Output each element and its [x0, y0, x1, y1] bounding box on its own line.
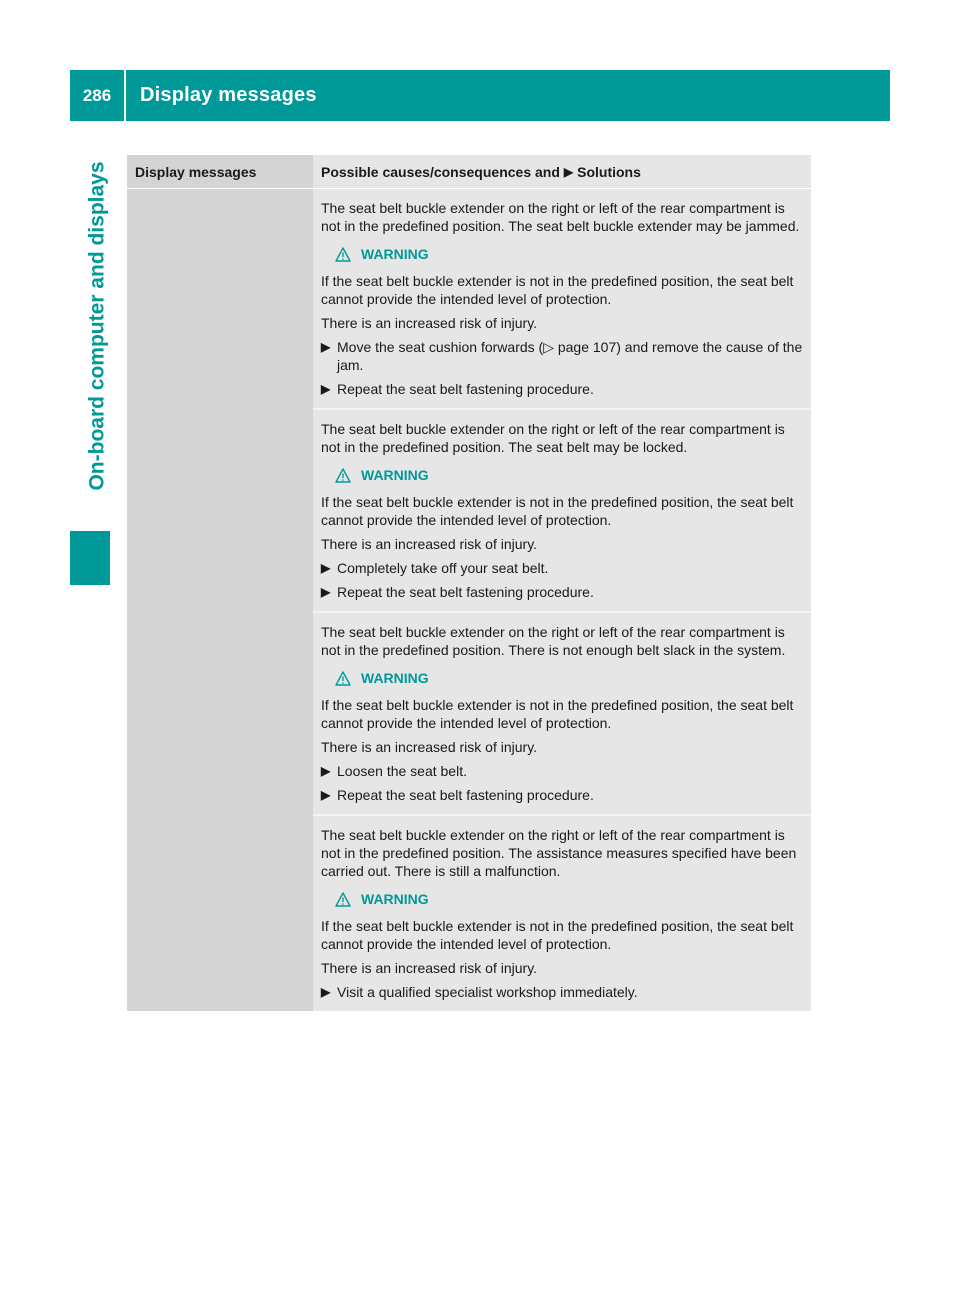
message-section — [313, 613, 811, 816]
message-section — [313, 189, 811, 410]
warning-label: WARNING — [361, 891, 429, 907]
solution-step-text: Visit a qualified specialist workshop immediately. — [337, 984, 638, 1000]
right-arrow-bullet-icon: ▶ — [321, 382, 331, 396]
warning-text: If the seat belt buckle extender is not in the predefined position, the seat belt cannot provide the intended level of protection. — [321, 273, 794, 307]
solution-step-text: Repeat the seat belt fastening procedure. — [337, 381, 594, 397]
page-title: Display messages — [140, 84, 317, 106]
display-message-cell — [127, 189, 313, 1011]
right-arrow-bullet-icon: ▶ — [321, 561, 331, 575]
warning-triangle-icon — [335, 247, 351, 262]
message-section — [313, 816, 811, 1011]
solution-step-text: Repeat the seat belt fastening procedure. — [337, 787, 594, 803]
message-section — [313, 410, 811, 613]
page-header — [70, 70, 890, 121]
solution-step — [321, 983, 803, 1001]
solution-step-text: Repeat the seat belt fastening procedure. — [337, 584, 594, 600]
risk-text: There is an increased risk of injury. — [321, 739, 538, 755]
risk-text: There is an increased risk of injury. — [321, 960, 538, 976]
cause-text: The seat belt buckle extender on the right or left of the rear compartment is not in the predefined position. The seat belt buckle extender may be jammed. — [321, 200, 800, 234]
cause-text: The seat belt buckle extender on the right or left of the rear compartment is not in the predefined position. The seat belt may be locked. — [321, 421, 785, 455]
solution-step-text: Loosen the seat belt. — [337, 763, 467, 779]
side-label-text: On-board computer and displays — [86, 161, 109, 491]
section-side-label — [70, 121, 126, 531]
warning-triangle-icon — [335, 892, 351, 907]
solution-step — [321, 338, 803, 374]
warning-label: WARNING — [361, 467, 429, 483]
solution-step — [321, 380, 803, 398]
right-arrow-bullet-icon: ▶ — [321, 764, 331, 778]
cause-text: The seat belt buckle extender on the right or left of the rear compartment is not in the predefined position. There is not enough belt slack in the system. — [321, 624, 786, 658]
risk-text: There is an increased risk of injury. — [321, 315, 538, 331]
risk-text: There is an increased risk of injury. — [321, 536, 538, 552]
column-header-display-messages: Display messages — [127, 155, 313, 189]
causes-solutions-cell — [313, 189, 811, 1011]
solution-step-text: Move the seat cushion forwards (▷ page 107) and remove the cause of the jam. — [337, 339, 803, 373]
warning-heading — [335, 466, 803, 484]
warning-heading — [335, 669, 803, 687]
solution-step — [321, 559, 803, 577]
side-marker-block — [70, 531, 110, 585]
solution-step-text: Completely take off your seat belt. — [337, 560, 549, 576]
display-messages-table — [127, 155, 811, 1011]
warning-triangle-icon — [335, 671, 351, 686]
right-arrow-bullet-icon: ▶ — [321, 788, 331, 802]
warning-triangle-icon — [335, 468, 351, 483]
solution-step — [321, 583, 803, 601]
column-header-causes-solutions: Possible causes/consequences and ▶ Solutions — [313, 155, 811, 189]
right-arrow-bullet-icon: ▶ — [321, 340, 331, 354]
page-number: 286 — [70, 70, 126, 121]
solution-step — [321, 786, 803, 804]
warning-heading — [335, 245, 803, 263]
warning-heading — [335, 890, 803, 908]
warning-label: WARNING — [361, 246, 429, 262]
right-arrow-bullet-icon: ▶ — [321, 985, 331, 999]
cause-text: The seat belt buckle extender on the right or left of the rear compartment is not in the predefined position. The assistance measures specified have been carried out. There is still a malfunction. — [321, 827, 797, 879]
solutions-arrow-icon: ▶ — [563, 164, 574, 179]
warning-text: If the seat belt buckle extender is not in the predefined position, the seat belt cannot provide the intended level of protection. — [321, 494, 794, 528]
right-arrow-bullet-icon: ▶ — [321, 585, 331, 599]
warning-text: If the seat belt buckle extender is not in the predefined position, the seat belt cannot provide the intended level of protection. — [321, 918, 794, 952]
warning-text: If the seat belt buckle extender is not in the predefined position, the seat belt cannot provide the intended level of protection. — [321, 697, 794, 731]
warning-label: WARNING — [361, 670, 429, 686]
solution-step — [321, 762, 803, 780]
